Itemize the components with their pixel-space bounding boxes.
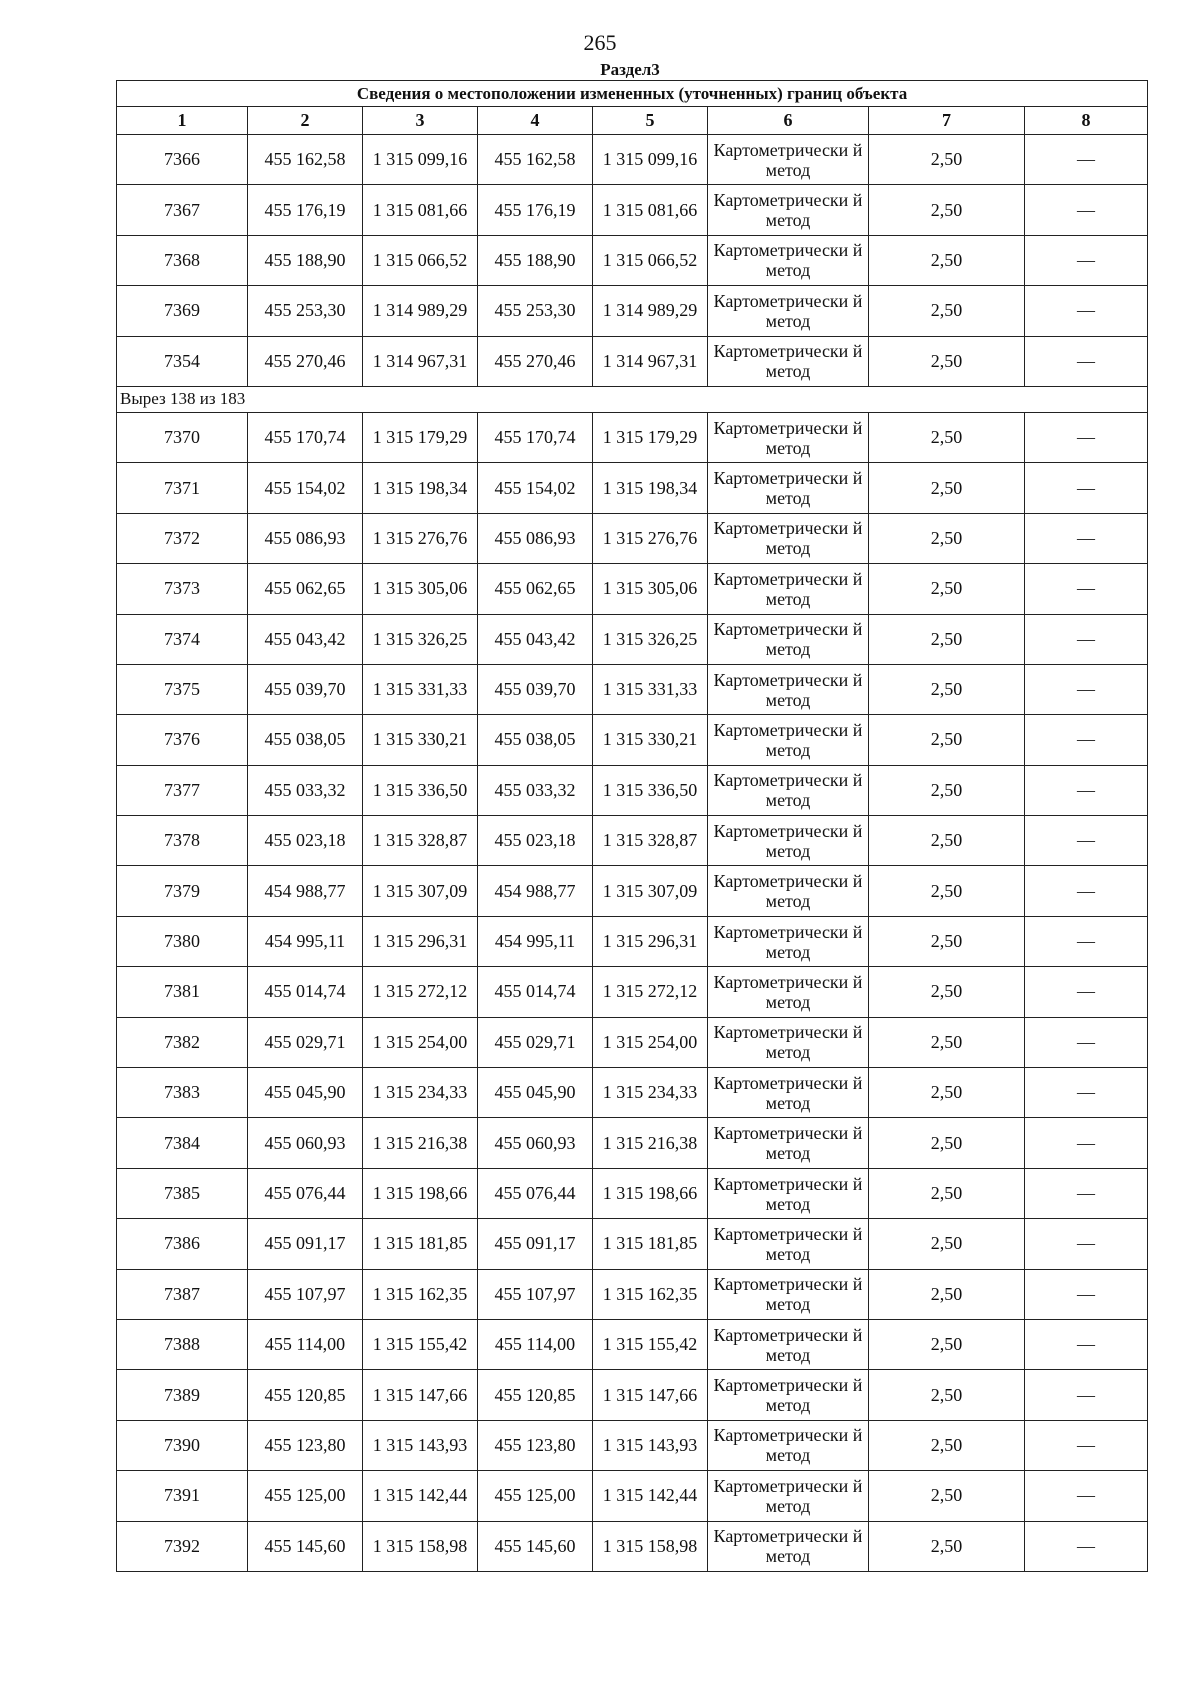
description-cell: —: [1025, 1219, 1148, 1269]
table-row: [117, 1370, 1148, 1420]
column-number: 1: [117, 107, 248, 135]
description-cell: —: [1025, 614, 1148, 664]
method-cell: Картометрически й метод: [708, 866, 869, 916]
x-existing-cell: 455 043,42: [248, 614, 363, 664]
y-refined-cell: 1 314 967,31: [593, 336, 708, 386]
accuracy-cell: 2,50: [869, 463, 1025, 513]
method-cell: Картометрически й метод: [708, 1219, 869, 1269]
x-refined-cell: 455 033,32: [478, 765, 593, 815]
accuracy-cell: 2,50: [869, 967, 1025, 1017]
point-number-cell: 7380: [117, 916, 248, 966]
y-refined-cell: 1 315 326,25: [593, 614, 708, 664]
method-cell: Картометрически й метод: [708, 135, 869, 185]
method-cell: Картометрически й метод: [708, 513, 869, 563]
point-number-cell: 7390: [117, 1420, 248, 1470]
x-existing-cell: 455 060,93: [248, 1118, 363, 1168]
point-number-cell: 7368: [117, 235, 248, 285]
table-title-row: [117, 81, 1148, 107]
y-existing-cell: 1 314 989,29: [363, 286, 478, 336]
point-number-cell: 7374: [117, 614, 248, 664]
description-cell: —: [1025, 1319, 1148, 1369]
description-cell: —: [1025, 412, 1148, 462]
y-refined-cell: 1 315 296,31: [593, 916, 708, 966]
point-number-cell: 7387: [117, 1269, 248, 1319]
description-cell: —: [1025, 816, 1148, 866]
description-cell: —: [1025, 336, 1148, 386]
x-refined-cell: 455 188,90: [478, 235, 593, 285]
method-cell: Картометрически й метод: [708, 1017, 869, 1067]
y-existing-cell: 1 315 254,00: [363, 1017, 478, 1067]
y-existing-cell: 1 315 276,76: [363, 513, 478, 563]
excerpt-section: [117, 386, 1148, 412]
y-refined-cell: 1 315 307,09: [593, 866, 708, 916]
table-row: [117, 866, 1148, 916]
x-refined-cell: 455 154,02: [478, 463, 593, 513]
x-existing-cell: 455 188,90: [248, 235, 363, 285]
description-cell: —: [1025, 513, 1148, 563]
rows-before-excerpt: [117, 135, 1148, 387]
method-cell: Картометрически й метод: [708, 286, 869, 336]
accuracy-cell: 2,50: [869, 185, 1025, 235]
point-number-cell: 7369: [117, 286, 248, 336]
method-cell: Картометрически й метод: [708, 765, 869, 815]
excerpt-label: Вырез 138 из 183: [117, 386, 1148, 412]
boundary-coordinates-table: [116, 80, 1148, 1572]
accuracy-cell: 2,50: [869, 715, 1025, 765]
accuracy-cell: 2,50: [869, 1370, 1025, 1420]
y-refined-cell: 1 315 179,29: [593, 412, 708, 462]
table-row: [117, 664, 1148, 714]
x-existing-cell: 454 995,11: [248, 916, 363, 966]
x-refined-cell: 455 014,74: [478, 967, 593, 1017]
x-existing-cell: 455 253,30: [248, 286, 363, 336]
accuracy-cell: 2,50: [869, 135, 1025, 185]
description-cell: —: [1025, 1269, 1148, 1319]
x-refined-cell: 454 988,77: [478, 866, 593, 916]
x-existing-cell: 455 076,44: [248, 1168, 363, 1218]
section-label: Раздел3: [600, 60, 660, 79]
x-refined-cell: 455 270,46: [478, 336, 593, 386]
column-number-row: [117, 107, 1148, 135]
y-existing-cell: 1 315 234,33: [363, 1068, 478, 1118]
description-cell: —: [1025, 463, 1148, 513]
method-cell: Картометрически й метод: [708, 1068, 869, 1118]
description-cell: —: [1025, 916, 1148, 966]
x-refined-cell: 455 062,65: [478, 564, 593, 614]
method-cell: Картометрически й метод: [708, 916, 869, 966]
accuracy-cell: 2,50: [869, 916, 1025, 966]
x-refined-cell: 455 107,97: [478, 1269, 593, 1319]
description-cell: —: [1025, 664, 1148, 714]
method-cell: Картометрически й метод: [708, 664, 869, 714]
y-refined-cell: 1 315 162,35: [593, 1269, 708, 1319]
x-existing-cell: 455 120,85: [248, 1370, 363, 1420]
x-refined-cell: 455 038,05: [478, 715, 593, 765]
y-existing-cell: 1 315 331,33: [363, 664, 478, 714]
y-refined-cell: 1 315 066,52: [593, 235, 708, 285]
x-refined-cell: 455 114,00: [478, 1319, 593, 1369]
x-existing-cell: 454 988,77: [248, 866, 363, 916]
table-row: [117, 235, 1148, 285]
accuracy-cell: 2,50: [869, 1521, 1025, 1571]
accuracy-cell: 2,50: [869, 664, 1025, 714]
table-row: [117, 1017, 1148, 1067]
description-cell: —: [1025, 1118, 1148, 1168]
point-number-cell: 7384: [117, 1118, 248, 1168]
point-number-cell: 7379: [117, 866, 248, 916]
table-row: [117, 1521, 1148, 1571]
description-cell: —: [1025, 1420, 1148, 1470]
point-number-cell: 7392: [117, 1521, 248, 1571]
y-existing-cell: 1 314 967,31: [363, 336, 478, 386]
description-cell: —: [1025, 967, 1148, 1017]
y-refined-cell: 1 315 099,16: [593, 135, 708, 185]
x-existing-cell: 455 033,32: [248, 765, 363, 815]
accuracy-cell: 2,50: [869, 1269, 1025, 1319]
x-refined-cell: 455 176,19: [478, 185, 593, 235]
x-existing-cell: 455 086,93: [248, 513, 363, 563]
y-existing-cell: 1 315 143,93: [363, 1420, 478, 1470]
y-existing-cell: 1 315 296,31: [363, 916, 478, 966]
y-refined-cell: 1 315 331,33: [593, 664, 708, 714]
y-refined-cell: 1 315 328,87: [593, 816, 708, 866]
point-number-cell: 7377: [117, 765, 248, 815]
x-refined-cell: 455 039,70: [478, 664, 593, 714]
accuracy-cell: 2,50: [869, 286, 1025, 336]
point-number-cell: 7371: [117, 463, 248, 513]
table-row: [117, 1420, 1148, 1470]
y-refined-cell: 1 315 147,66: [593, 1370, 708, 1420]
point-number-cell: 7382: [117, 1017, 248, 1067]
column-number: 3: [363, 107, 478, 135]
page-number: 265: [583, 30, 617, 55]
method-cell: Картометрически й метод: [708, 715, 869, 765]
accuracy-cell: 2,50: [869, 235, 1025, 285]
table-row: [117, 1068, 1148, 1118]
accuracy-cell: 2,50: [869, 1420, 1025, 1470]
x-refined-cell: 455 125,00: [478, 1471, 593, 1521]
method-cell: Картометрически й метод: [708, 463, 869, 513]
x-existing-cell: 455 045,90: [248, 1068, 363, 1118]
method-cell: Картометрически й метод: [708, 1269, 869, 1319]
column-number: 2: [248, 107, 363, 135]
x-existing-cell: 455 162,58: [248, 135, 363, 185]
description-cell: —: [1025, 1168, 1148, 1218]
method-cell: Картометрически й метод: [708, 816, 869, 866]
x-refined-cell: 455 123,80: [478, 1420, 593, 1470]
y-existing-cell: 1 315 307,09: [363, 866, 478, 916]
y-existing-cell: 1 315 216,38: [363, 1118, 478, 1168]
y-refined-cell: 1 315 142,44: [593, 1471, 708, 1521]
table-row: [117, 135, 1148, 185]
method-cell: Картометрически й метод: [708, 1370, 869, 1420]
x-refined-cell: 455 162,58: [478, 135, 593, 185]
method-cell: Картометрически й метод: [708, 1168, 869, 1218]
x-existing-cell: 455 114,00: [248, 1319, 363, 1369]
column-number: 5: [593, 107, 708, 135]
x-refined-cell: 455 029,71: [478, 1017, 593, 1067]
method-cell: Картометрически й метод: [708, 1420, 869, 1470]
rows-after-excerpt: [117, 412, 1148, 1571]
y-refined-cell: 1 315 143,93: [593, 1420, 708, 1470]
x-existing-cell: 455 062,65: [248, 564, 363, 614]
point-number-cell: 7373: [117, 564, 248, 614]
x-existing-cell: 455 154,02: [248, 463, 363, 513]
x-existing-cell: 455 170,74: [248, 412, 363, 462]
accuracy-cell: 2,50: [869, 816, 1025, 866]
method-cell: Картометрически й метод: [708, 1319, 869, 1369]
y-refined-cell: 1 315 254,00: [593, 1017, 708, 1067]
x-refined-cell: 455 076,44: [478, 1168, 593, 1218]
y-existing-cell: 1 315 081,66: [363, 185, 478, 235]
excerpt-row: [117, 386, 1148, 412]
table-row: [117, 1219, 1148, 1269]
y-existing-cell: 1 315 179,29: [363, 412, 478, 462]
method-cell: Картометрически й метод: [708, 1471, 869, 1521]
x-existing-cell: 455 270,46: [248, 336, 363, 386]
table-row: [117, 513, 1148, 563]
accuracy-cell: 2,50: [869, 564, 1025, 614]
y-existing-cell: 1 315 198,34: [363, 463, 478, 513]
point-number-cell: 7391: [117, 1471, 248, 1521]
x-existing-cell: 455 125,00: [248, 1471, 363, 1521]
x-refined-cell: 455 091,17: [478, 1219, 593, 1269]
y-refined-cell: 1 315 216,38: [593, 1118, 708, 1168]
y-existing-cell: 1 315 158,98: [363, 1521, 478, 1571]
x-refined-cell: 455 253,30: [478, 286, 593, 336]
y-refined-cell: 1 315 181,85: [593, 1219, 708, 1269]
point-number-cell: 7378: [117, 816, 248, 866]
x-refined-cell: 455 145,60: [478, 1521, 593, 1571]
description-cell: —: [1025, 135, 1148, 185]
x-refined-cell: 455 045,90: [478, 1068, 593, 1118]
accuracy-cell: 2,50: [869, 614, 1025, 664]
method-cell: Картометрически й метод: [708, 412, 869, 462]
accuracy-cell: 2,50: [869, 866, 1025, 916]
method-cell: Картометрически й метод: [708, 1521, 869, 1571]
x-existing-cell: 455 107,97: [248, 1269, 363, 1319]
accuracy-cell: 2,50: [869, 1068, 1025, 1118]
x-refined-cell: 455 043,42: [478, 614, 593, 664]
method-cell: Картометрически й метод: [708, 967, 869, 1017]
accuracy-cell: 2,50: [869, 1319, 1025, 1369]
y-existing-cell: 1 315 305,06: [363, 564, 478, 614]
y-existing-cell: 1 315 198,66: [363, 1168, 478, 1218]
point-number-cell: 7354: [117, 336, 248, 386]
description-cell: —: [1025, 564, 1148, 614]
y-existing-cell: 1 315 326,25: [363, 614, 478, 664]
y-refined-cell: 1 314 989,29: [593, 286, 708, 336]
description-cell: —: [1025, 1521, 1148, 1571]
column-number: 8: [1025, 107, 1148, 135]
description-cell: —: [1025, 765, 1148, 815]
point-number-cell: 7375: [117, 664, 248, 714]
y-refined-cell: 1 315 158,98: [593, 1521, 708, 1571]
description-cell: —: [1025, 1471, 1148, 1521]
x-existing-cell: 455 091,17: [248, 1219, 363, 1269]
y-existing-cell: 1 315 155,42: [363, 1319, 478, 1369]
x-existing-cell: 455 123,80: [248, 1420, 363, 1470]
y-refined-cell: 1 315 155,42: [593, 1319, 708, 1369]
table-row: [117, 916, 1148, 966]
table-row: [117, 614, 1148, 664]
y-existing-cell: 1 315 328,87: [363, 816, 478, 866]
point-number-cell: 7385: [117, 1168, 248, 1218]
point-number-cell: 7372: [117, 513, 248, 563]
table-row: [117, 1269, 1148, 1319]
column-number: 6: [708, 107, 869, 135]
point-number-cell: 7376: [117, 715, 248, 765]
y-refined-cell: 1 315 234,33: [593, 1068, 708, 1118]
table-row: [117, 967, 1148, 1017]
method-cell: Картометрически й метод: [708, 185, 869, 235]
table-row: [117, 336, 1148, 386]
description-cell: —: [1025, 286, 1148, 336]
table-row: [117, 715, 1148, 765]
point-number-cell: 7388: [117, 1319, 248, 1369]
x-existing-cell: 455 038,05: [248, 715, 363, 765]
table-row: [117, 765, 1148, 815]
accuracy-cell: 2,50: [869, 1017, 1025, 1067]
point-number-cell: 7381: [117, 967, 248, 1017]
table-row: [117, 1471, 1148, 1521]
x-existing-cell: 455 014,74: [248, 967, 363, 1017]
y-refined-cell: 1 315 336,50: [593, 765, 708, 815]
x-refined-cell: 455 170,74: [478, 412, 593, 462]
x-refined-cell: 454 995,11: [478, 916, 593, 966]
x-existing-cell: 455 176,19: [248, 185, 363, 235]
x-existing-cell: 455 023,18: [248, 816, 363, 866]
y-refined-cell: 1 315 081,66: [593, 185, 708, 235]
y-refined-cell: 1 315 330,21: [593, 715, 708, 765]
table-row: [117, 1319, 1148, 1369]
x-refined-cell: 455 086,93: [478, 513, 593, 563]
table-title: Сведения о местоположении измененных (уточненных) границ объекта: [117, 81, 1148, 107]
accuracy-cell: 2,50: [869, 1219, 1025, 1269]
accuracy-cell: 2,50: [869, 1471, 1025, 1521]
accuracy-cell: 2,50: [869, 1118, 1025, 1168]
table-row: [117, 185, 1148, 235]
description-cell: —: [1025, 866, 1148, 916]
table-row: [117, 1168, 1148, 1218]
y-existing-cell: 1 315 330,21: [363, 715, 478, 765]
method-cell: Картометрически й метод: [708, 614, 869, 664]
column-number: 7: [869, 107, 1025, 135]
point-number-cell: 7367: [117, 185, 248, 235]
description-cell: —: [1025, 1068, 1148, 1118]
accuracy-cell: 2,50: [869, 765, 1025, 815]
table-row: [117, 286, 1148, 336]
method-cell: Картометрически й метод: [708, 564, 869, 614]
column-number: 4: [478, 107, 593, 135]
y-refined-cell: 1 315 276,76: [593, 513, 708, 563]
y-existing-cell: 1 315 142,44: [363, 1471, 478, 1521]
point-number-cell: 7386: [117, 1219, 248, 1269]
description-cell: —: [1025, 1017, 1148, 1067]
description-cell: —: [1025, 185, 1148, 235]
y-existing-cell: 1 315 099,16: [363, 135, 478, 185]
accuracy-cell: 2,50: [869, 412, 1025, 462]
point-number-cell: 7366: [117, 135, 248, 185]
point-number-cell: 7389: [117, 1370, 248, 1420]
accuracy-cell: 2,50: [869, 336, 1025, 386]
x-existing-cell: 455 145,60: [248, 1521, 363, 1571]
accuracy-cell: 2,50: [869, 1168, 1025, 1218]
table-row: [117, 463, 1148, 513]
method-cell: Картометрически й метод: [708, 1118, 869, 1168]
y-existing-cell: 1 315 147,66: [363, 1370, 478, 1420]
method-cell: Картометрически й метод: [708, 235, 869, 285]
table-row: [117, 412, 1148, 462]
point-number-cell: 7370: [117, 412, 248, 462]
x-existing-cell: 455 039,70: [248, 664, 363, 714]
accuracy-cell: 2,50: [869, 513, 1025, 563]
description-cell: —: [1025, 235, 1148, 285]
description-cell: —: [1025, 715, 1148, 765]
y-refined-cell: 1 315 272,12: [593, 967, 708, 1017]
table-row: [117, 1118, 1148, 1168]
x-refined-cell: 455 023,18: [478, 816, 593, 866]
description-cell: —: [1025, 1370, 1148, 1420]
method-cell: Картометрически й метод: [708, 336, 869, 386]
point-number-cell: 7383: [117, 1068, 248, 1118]
table-row: [117, 816, 1148, 866]
y-refined-cell: 1 315 305,06: [593, 564, 708, 614]
y-refined-cell: 1 315 198,66: [593, 1168, 708, 1218]
table-row: [117, 564, 1148, 614]
x-existing-cell: 455 029,71: [248, 1017, 363, 1067]
y-existing-cell: 1 315 336,50: [363, 765, 478, 815]
x-refined-cell: 455 120,85: [478, 1370, 593, 1420]
y-existing-cell: 1 315 066,52: [363, 235, 478, 285]
y-existing-cell: 1 315 162,35: [363, 1269, 478, 1319]
y-existing-cell: 1 315 272,12: [363, 967, 478, 1017]
y-existing-cell: 1 315 181,85: [363, 1219, 478, 1269]
y-refined-cell: 1 315 198,34: [593, 463, 708, 513]
x-refined-cell: 455 060,93: [478, 1118, 593, 1168]
